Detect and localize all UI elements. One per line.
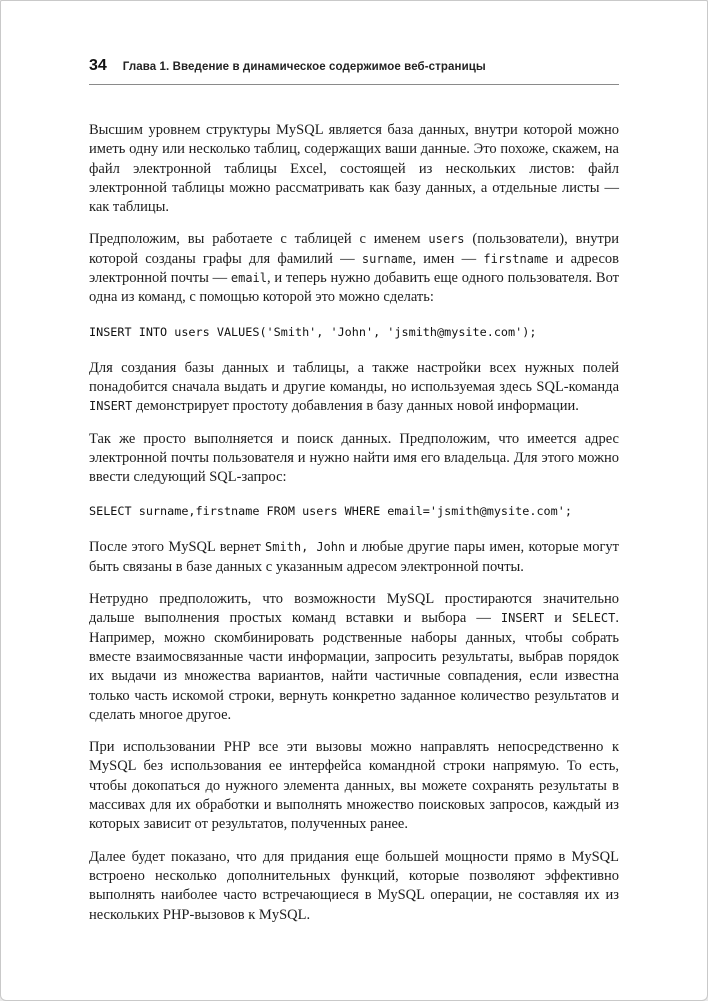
text-run: При использовании PHP все эти вызовы можно направлять непосредственно к MySQL без использования ее интерфейса командной строки напрямую. То есть, чтобы докопаться до нужного элемента данных, вы можете сохранять результаты в массивах для их обработки и выполнять множество поисковых запросов, каждый из которых зависит от результатов, полученных ранее. xyxy=(89,739,619,833)
text-run: Для создания базы данных и таблицы, а также настройки всех нужных полей понадобится сначала выдать и другие команды, но используемая здесь SQL-команда xyxy=(89,359,619,395)
text-run: . Например, можно скомбинировать родственные наборы данных, чтобы собрать вместе взаимосвязанные части информации, запросить результаты, выбрав порядок их выдачи из множества вариантов, найти частичные совпадения, если известна только часть искомой строки, вернуть конкретно заданное количество результатов и сделать многое другое. xyxy=(89,610,620,723)
text-run: демонстрирует простоту добавления в базу данных новой информации. xyxy=(132,398,579,415)
text-run: Нетрудно предположить, что возможности MySQL простираются значительно дальше выполнения простых команд вставки и выбора — xyxy=(89,591,619,627)
inline-code: INSERT xyxy=(500,611,545,626)
text-run: и любые другие пары имен, которые могут быть связаны в базе данных с указанным адресом электронной почты. xyxy=(89,539,619,575)
text-run: Так же просто выполняется и поиск данных. Предположим, что имеется адрес электронной почты пользователя и нужно найти имя его владельца. Для этого можно ввести следующий SQL-запрос: xyxy=(89,430,619,486)
inline-code: Smith, John xyxy=(265,540,346,555)
paragraph xyxy=(89,590,619,725)
paragraph xyxy=(89,430,619,488)
header-rule xyxy=(89,84,619,85)
text-run: , и теперь нужно добавить еще одного пользователя. Вот одна из команд, с помощью которой это можно сделать: xyxy=(89,270,620,306)
text-run: Высшим уровнем структуры MySQL является база данных, внутри которой можно иметь одну или несколько таблиц, содержащих ваши данные. Это похоже, скажем, на файл электронной таблицы Excel, состоящей из нескольких листов: файл электронной таблицы можно рассматривать как базу данных, а отдельные листы — как таблицы. xyxy=(89,122,619,216)
paragraph xyxy=(89,538,619,577)
inline-code: email xyxy=(230,271,267,286)
inline-code: surname xyxy=(361,251,413,266)
page-number: 34 xyxy=(89,57,107,74)
inline-code: INSERT xyxy=(89,399,133,414)
text-run: (пользователи), внутри которой созданы графы для фамилий — xyxy=(89,231,619,267)
page-content-area xyxy=(1,1,707,925)
paragraph xyxy=(89,738,619,834)
code-block: SELECT surname,firstname FROM users WHERE email='jsmith@mysite.com'; xyxy=(89,504,572,519)
inline-code: firstname xyxy=(483,251,549,266)
paragraph xyxy=(89,230,619,307)
inline-code: users xyxy=(428,232,465,247)
text-run: и xyxy=(544,610,573,627)
text-run: , имен — xyxy=(412,250,484,267)
paragraph xyxy=(89,121,619,217)
text-run: и адресов электронной почты — xyxy=(89,250,619,287)
text-run: После этого MySQL вернет xyxy=(89,539,266,556)
text-run: Предположим, вы работаете с таблицей с именем xyxy=(89,231,429,248)
text-run: Далее будет показано, что для придания еще большей мощности прямо в MySQL встроено несколько дополнительных функций, которые позволяют эффективно выполнять наиболее часто встречающиеся в MySQL операции, не составляя их из нескольких PHP-вызовов к MySQL. xyxy=(89,848,619,923)
paragraph xyxy=(89,359,619,417)
body-text xyxy=(89,121,619,925)
code-block: INSERT INTO users VALUES('Smith', 'John', 'jsmith@mysite.com'); xyxy=(89,324,537,339)
inline-code: SELECT xyxy=(572,611,616,626)
running-head xyxy=(89,57,619,75)
paragraph xyxy=(89,848,619,925)
chapter-running-title: Глава 1. Введение в динамическое содержимое веб-страницы xyxy=(122,61,486,73)
